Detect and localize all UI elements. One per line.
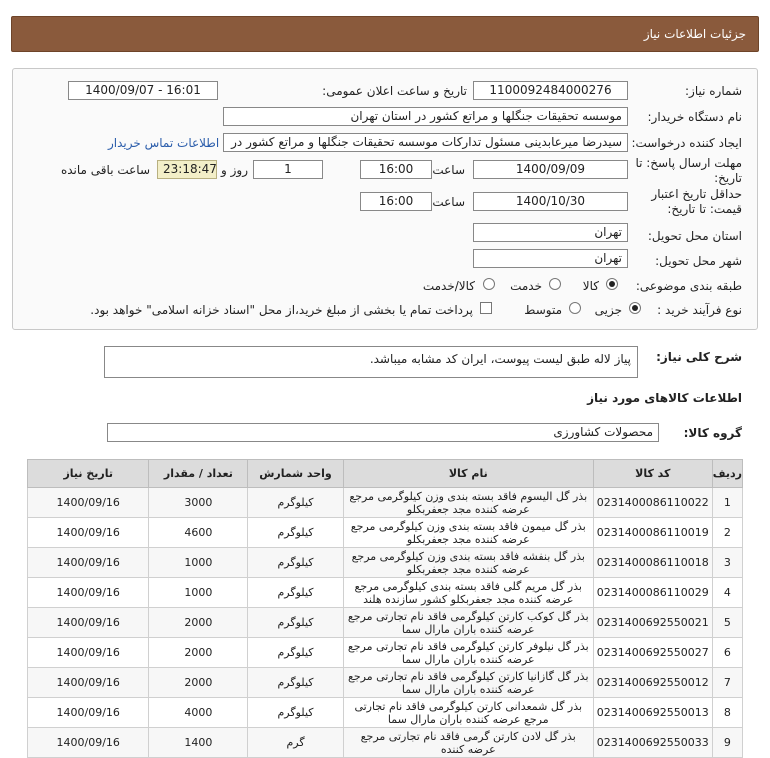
item-code: 0231400692550027 bbox=[593, 638, 712, 668]
item-code: 0231400086110022 bbox=[593, 488, 712, 518]
item-unit: کیلوگرم bbox=[248, 638, 343, 668]
creator-label: ایجاد کننده درخواست: bbox=[631, 136, 742, 150]
item-quantity: 2000 bbox=[149, 638, 248, 668]
col-name-header: نام کالا bbox=[343, 460, 593, 488]
announce-date-label: تاریخ و ساعت اعلان عمومی: bbox=[322, 84, 467, 98]
item-need-date: 1400/09/16 bbox=[28, 578, 149, 608]
item-name: بذر گل مریم گلی فاقد بسته بندی کیلوگرمی مرجع عرضه کننده مجد جعفربکلو کشور سازنده هلند bbox=[343, 578, 593, 608]
buyer-field: موسسه تحقیقات جنگلها و مراتع کشور در استان تهران bbox=[223, 107, 628, 126]
validity-label: حداقل تاریخ اعتبار bbox=[651, 187, 742, 201]
item-unit: کیلوگرم bbox=[248, 698, 343, 728]
category-label: طبقه بندی موضوعی: bbox=[635, 279, 742, 293]
item-code: 0231400086110029 bbox=[593, 578, 712, 608]
city-label: شهر محل تحویل: bbox=[655, 254, 742, 268]
need-number-label: شماره نیاز: bbox=[685, 84, 742, 98]
table-header-row bbox=[28, 460, 743, 488]
category-option-service: خدمت bbox=[510, 279, 542, 293]
treasury-payment-text: پرداخت تمام یا بخشی از مبلغ خرید،از محل "اسناد خزانه اسلامی" خواهد بود. bbox=[90, 303, 473, 317]
item-name: بذر گل شمعدانی کارتن کیلوگرمی فاقد نام تجارتی مرجع عرضه کننده باران مارال سما bbox=[343, 698, 593, 728]
table-row bbox=[28, 578, 743, 608]
row-index: 5 bbox=[712, 608, 742, 638]
deadline-date-label: تاریخ: bbox=[714, 171, 742, 185]
page-header bbox=[11, 16, 759, 52]
days-remaining-field: 1 bbox=[253, 160, 323, 179]
row-index: 7 bbox=[712, 668, 742, 698]
buyer-label: نام دستگاه خریدار: bbox=[647, 110, 742, 124]
item-code: 0231400692550013 bbox=[593, 698, 712, 728]
validity-date-field: 1400/10/30 bbox=[473, 192, 628, 211]
col-code-header: کد کالا bbox=[593, 460, 712, 488]
item-need-date: 1400/09/16 bbox=[28, 668, 149, 698]
table-row bbox=[28, 488, 743, 518]
time-remaining-field: 23:18:47 bbox=[157, 160, 217, 179]
row-index: 8 bbox=[712, 698, 742, 728]
item-quantity: 3000 bbox=[149, 488, 248, 518]
item-code: 0231400692550033 bbox=[593, 728, 712, 758]
table-row bbox=[28, 608, 743, 638]
row-index: 2 bbox=[712, 518, 742, 548]
col-qty-header: تعداد / مقدار bbox=[149, 460, 248, 488]
deadline-label: مهلت ارسال پاسخ: تا bbox=[635, 156, 742, 170]
description-box: پیاز لاله طبق لیست پیوست، ایران کد مشابه میباشد. bbox=[104, 346, 638, 378]
item-unit: کیلوگرم bbox=[248, 668, 343, 698]
item-need-date: 1400/09/16 bbox=[28, 698, 149, 728]
table-row bbox=[28, 548, 743, 578]
treasury-payment-checkbox[interactable] bbox=[480, 302, 492, 314]
process-radio-minor[interactable] bbox=[629, 302, 641, 314]
process-radio-medium[interactable] bbox=[569, 302, 581, 314]
province-field: تهران bbox=[473, 223, 628, 242]
category-radio-goods-service[interactable] bbox=[483, 278, 495, 290]
item-name: بذر گل نیلوفر کارتن کیلوگرمی فاقد نام تجارتی مرجع عرضه کننده باران مارال سما bbox=[343, 638, 593, 668]
deadline-date-field: 1400/09/09 bbox=[473, 160, 628, 179]
col-row-header: ردیف bbox=[712, 460, 742, 488]
time-remaining-label: ساعت باقی مانده bbox=[60, 163, 150, 177]
item-name: بذر گل بنفشه فاقد بسته بندی وزن کیلوگرمی مرجع عرضه کننده مجد جعفربکلو bbox=[343, 548, 593, 578]
table-row bbox=[28, 638, 743, 668]
row-index: 3 bbox=[712, 548, 742, 578]
row-index: 1 bbox=[712, 488, 742, 518]
row-index: 9 bbox=[712, 728, 742, 758]
item-code: 0231400692550021 bbox=[593, 608, 712, 638]
row-index: 4 bbox=[712, 578, 742, 608]
item-need-date: 1400/09/16 bbox=[28, 518, 149, 548]
goods-group-field: محصولات کشاورزی bbox=[107, 423, 659, 442]
item-code: 0231400086110019 bbox=[593, 518, 712, 548]
item-need-date: 1400/09/16 bbox=[28, 548, 149, 578]
item-quantity: 4600 bbox=[149, 518, 248, 548]
goods-group-label: گروه کالا: bbox=[683, 426, 742, 440]
item-quantity: 1000 bbox=[149, 548, 248, 578]
category-option-goods-service: کالا/خدمت bbox=[422, 279, 475, 293]
table-row bbox=[28, 518, 743, 548]
validity-time-label: ساعت bbox=[432, 195, 465, 209]
validity-date-label: قیمت: تا تاریخ: bbox=[667, 202, 742, 216]
item-name: بذر گل کوکب کارتن کیلوگرمی فاقد نام تجارتی مرجع عرضه کننده باران مارال سما bbox=[343, 608, 593, 638]
table-row bbox=[28, 698, 743, 728]
page-title: جزئیات اطلاعات نیاز bbox=[643, 27, 746, 41]
province-label: استان محل تحویل: bbox=[647, 229, 742, 243]
process-option-medium: متوسط bbox=[524, 303, 562, 317]
item-name: بذر گل الیسوم فاقد بسته بندی وزن کیلوگرمی مرجع عرضه کننده مجد جعفربکلو bbox=[343, 488, 593, 518]
validity-time-field: 16:00 bbox=[360, 192, 432, 211]
item-code: 0231400086110018 bbox=[593, 548, 712, 578]
table-row bbox=[28, 668, 743, 698]
days-label: روز و bbox=[221, 163, 248, 177]
item-need-date: 1400/09/16 bbox=[28, 608, 149, 638]
item-unit: کیلوگرم bbox=[248, 578, 343, 608]
item-quantity: 2000 bbox=[149, 668, 248, 698]
goods-section-title: اطلاعات کالاهای مورد نیاز bbox=[587, 391, 742, 405]
city-field: تهران bbox=[473, 249, 628, 268]
item-quantity: 4000 bbox=[149, 698, 248, 728]
table-row bbox=[28, 728, 743, 758]
buyer-contact-link[interactable]: اطلاعات تماس خریدار bbox=[108, 136, 220, 150]
category-radio-service[interactable] bbox=[549, 278, 561, 290]
item-quantity: 2000 bbox=[149, 608, 248, 638]
item-quantity: 1000 bbox=[149, 578, 248, 608]
item-need-date: 1400/09/16 bbox=[28, 728, 149, 758]
item-quantity: 1400 bbox=[149, 728, 248, 758]
item-unit: کیلوگرم bbox=[248, 608, 343, 638]
item-need-date: 1400/09/16 bbox=[28, 638, 149, 668]
description-label: شرح کلی نیاز: bbox=[656, 350, 742, 364]
item-name: بذر گل لادن کارتن گرمی فاقد نام تجارتی مرجع عرضه کننده bbox=[343, 728, 593, 758]
process-option-minor: جزیی bbox=[594, 303, 622, 317]
item-name: بذر گل میمون فاقد بسته بندی وزن کیلوگرمی مرجع عرضه کننده مجد جعفربکلو bbox=[343, 518, 593, 548]
item-need-date: 1400/09/16 bbox=[28, 488, 149, 518]
item-unit: گرم bbox=[248, 728, 343, 758]
announce-date-field: 1400/09/07 - 16:01 bbox=[68, 81, 218, 100]
deadline-time-label: ساعت bbox=[432, 163, 465, 177]
item-unit: کیلوگرم bbox=[248, 548, 343, 578]
goods-table bbox=[27, 459, 743, 758]
process-label: نوع فرآیند خرید : bbox=[657, 303, 742, 317]
category-radio-goods[interactable] bbox=[606, 278, 618, 290]
col-date-header: تاریخ نیاز bbox=[28, 460, 149, 488]
category-option-goods: کالا bbox=[582, 279, 599, 293]
col-unit-header: واحد شمارش bbox=[248, 460, 343, 488]
item-unit: کیلوگرم bbox=[248, 488, 343, 518]
deadline-time-field: 16:00 bbox=[360, 160, 432, 179]
row-index: 6 bbox=[712, 638, 742, 668]
need-number-field: 1100092484000276 bbox=[473, 81, 628, 100]
item-code: 0231400692550012 bbox=[593, 668, 712, 698]
creator-field: سیدرضا میرعابدینی مسئول تدارکات موسسه تحقیقات جنگلها و مراتع کشور در bbox=[223, 133, 628, 152]
item-unit: کیلوگرم bbox=[248, 518, 343, 548]
item-name: بذر گل گازانیا کارتن کیلوگرمی فاقد نام تجارتی مرجع عرضه کننده باران مارال سما bbox=[343, 668, 593, 698]
